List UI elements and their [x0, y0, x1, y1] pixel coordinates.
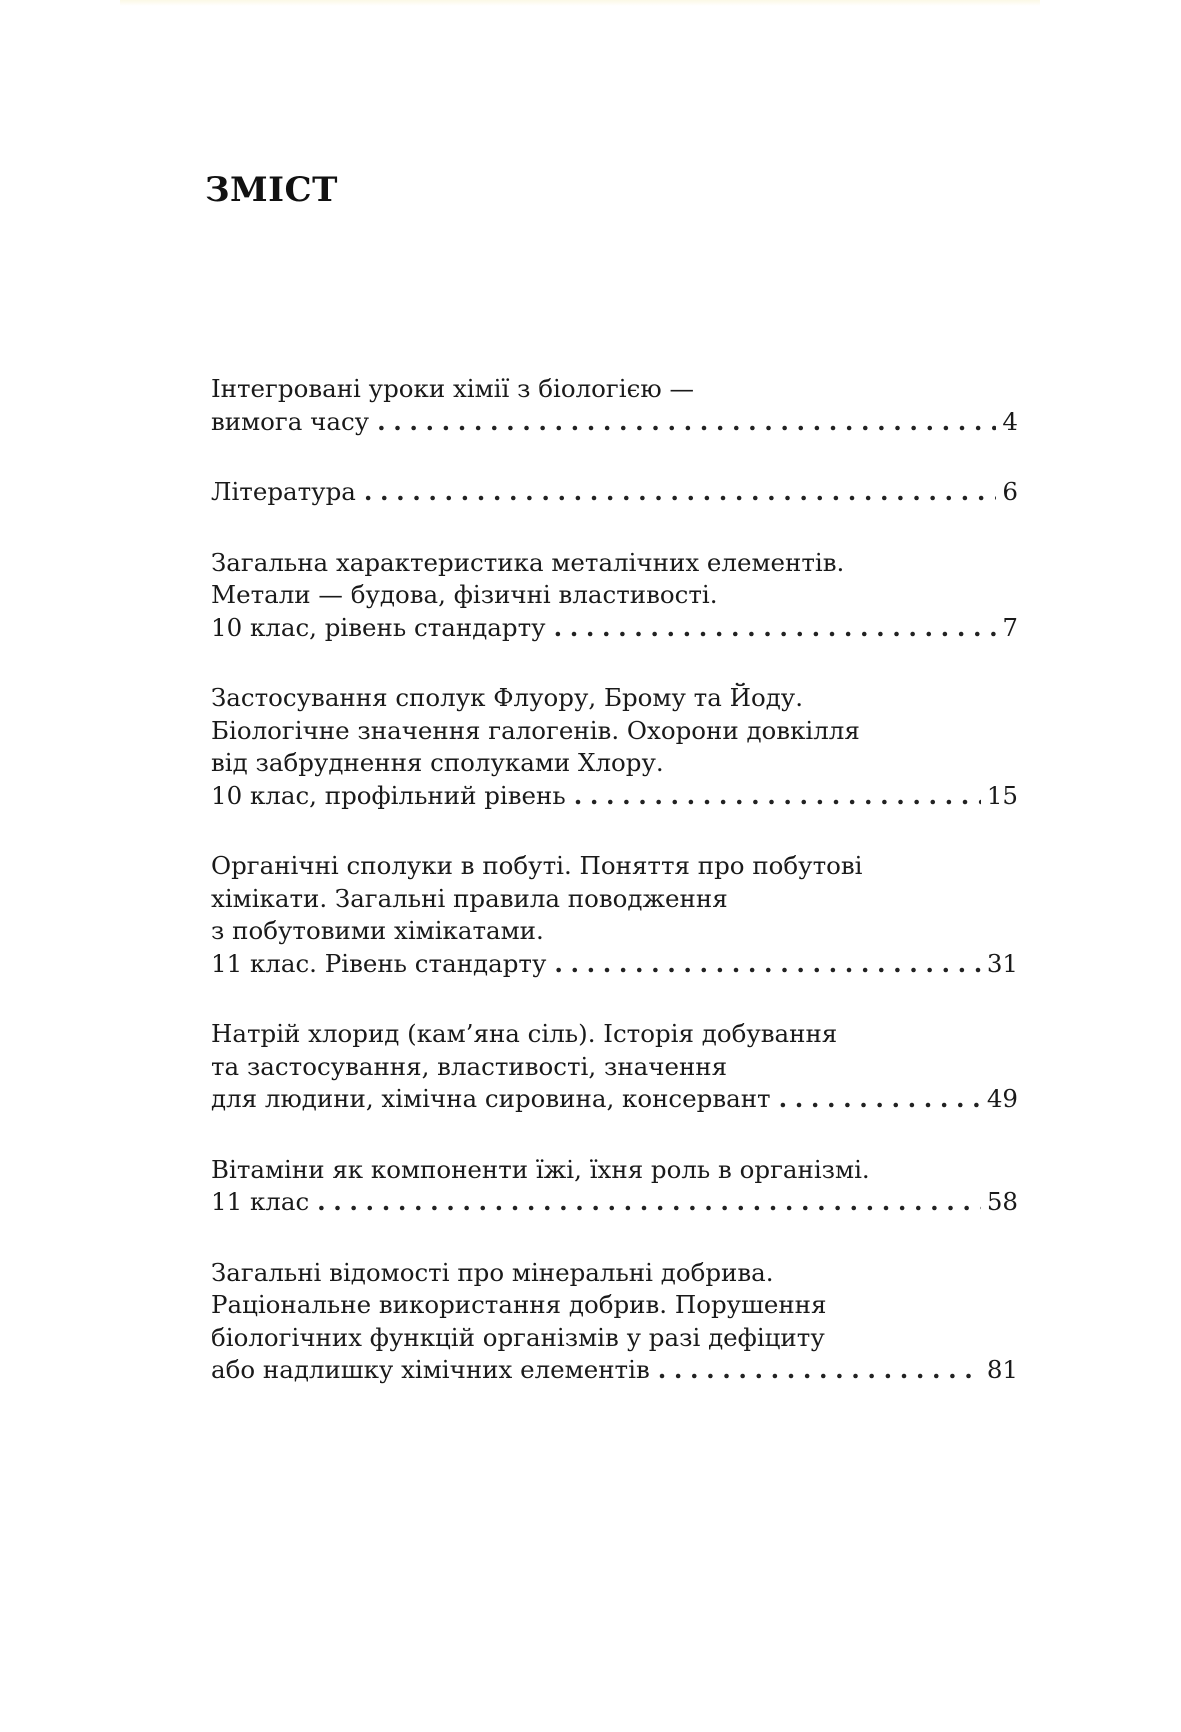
- toc-entry-title-line: Біологічне значення галогенів. Охорони довкілля: [211, 715, 860, 745]
- toc-entry-title: [211, 1257, 1018, 1355]
- toc-entry-title-last-line: або надлишку хімічних елементів: [211, 1355, 650, 1384]
- toc-entry-title-line: Загальні відомості про мінеральні добрива.: [211, 1257, 774, 1287]
- toc-entry-title-last-line: 10 клас, рівень стандарту: [211, 612, 546, 642]
- toc-entry-title-line: від забруднення сполуками Хлору.: [211, 748, 664, 777]
- toc-entry-title-last-line: 11 клас. Рівень стандарту: [211, 948, 547, 978]
- toc-dot-leader: [364, 476, 997, 509]
- toc-entry-last-row: [211, 1083, 1018, 1116]
- toc-entry-title-line: Метали — будова, фізичні властивості.: [211, 580, 718, 609]
- toc-entry-last-row: [211, 612, 1018, 645]
- toc-entry-last-row: [211, 780, 1018, 813]
- toc-entry-title-last-line: 11 клас: [211, 1187, 310, 1216]
- toc-page-number: 6: [1002, 477, 1018, 506]
- toc-entry-title-line: Інтегровані уроки хімії з біологією —: [211, 374, 694, 403]
- toc-entry-title-last-line: вимога часу: [211, 406, 370, 436]
- toc-entry-last-row: [211, 406, 1018, 439]
- toc-entry-title-line: біологічних функцій організмів у разі дефіциту: [211, 1322, 825, 1352]
- toc-entry-title: [211, 1018, 1018, 1083]
- toc-entry-last-row: [211, 476, 1018, 509]
- toc-entry-title-line: Застосування сполук Флуору, Брому та Йоду.: [211, 683, 804, 712]
- toc-entry-last-row: [211, 1354, 1018, 1387]
- toc-dot-leader: [317, 1186, 981, 1219]
- toc-dot-leader: [658, 1354, 981, 1387]
- toc-entry-title: [211, 850, 1018, 948]
- toc-entry-title-line: Вітаміни як компоненти їжі, їхня роль в організмі.: [211, 1154, 870, 1184]
- toc-dot-leader: [554, 948, 980, 981]
- toc-entry-1[interactable]: [211, 373, 1018, 438]
- toc-page-number: 4: [1002, 406, 1018, 436]
- toc-dot-leader: [779, 1083, 981, 1116]
- page-title: ЗМІСТ: [205, 170, 338, 210]
- toc-entry-5[interactable]: [211, 850, 1018, 980]
- toc-entry-title-last-line: 10 клас, профільний рівень: [211, 780, 566, 810]
- toc-entry-2[interactable]: [211, 476, 1018, 509]
- toc-entry-title-line: Органічні сполуки в побуті. Поняття про побутові: [211, 851, 863, 880]
- toc-entry-title: [211, 373, 1018, 406]
- toc-entry-title-line: Раціональне використання добрив. Порушення: [211, 1290, 827, 1319]
- toc-dot-leader: [554, 612, 997, 645]
- toc-entry-title-line: хімікати. Загальні правила поводження: [211, 883, 728, 913]
- toc-entry-7[interactable]: [211, 1154, 1018, 1219]
- table-of-contents: [211, 373, 1018, 1425]
- toc-page-number: 58: [986, 1187, 1018, 1216]
- toc-entry-title-last-line: Література: [211, 477, 356, 506]
- toc-dot-leader: [377, 406, 996, 439]
- toc-entry-title: [211, 547, 1018, 612]
- toc-page-number: 81: [986, 1355, 1018, 1384]
- toc-entry-6[interactable]: [211, 1018, 1018, 1116]
- toc-page-number: 31: [986, 948, 1018, 978]
- toc-entry-3[interactable]: [211, 547, 1018, 645]
- toc-entry-last-row: [211, 1186, 1018, 1219]
- toc-page-number: 7: [1002, 612, 1018, 642]
- toc-entry-title-line: Натрій хлорид (кам’яна сіль). Історія добування: [211, 1019, 838, 1048]
- toc-entry-title: [211, 682, 1018, 780]
- toc-entry-title: [211, 1154, 1018, 1187]
- toc-entry-8[interactable]: [211, 1257, 1018, 1387]
- toc-dot-leader: [574, 780, 981, 813]
- toc-entry-title-line: та застосування, властивості, значення: [211, 1051, 728, 1081]
- toc-page-number: 49: [986, 1084, 1018, 1113]
- toc-entry-title-line: Загальна характеристика металічних елементів.: [211, 547, 845, 577]
- toc-page-number: 15: [986, 780, 1018, 810]
- toc-entry-title-last-line: для людини, хімічна сировина, консервант: [211, 1084, 771, 1113]
- toc-entry-last-row: [211, 948, 1018, 981]
- toc-entry-4[interactable]: [211, 682, 1018, 812]
- toc-entry-title-line: з побутовими хімікатами.: [211, 916, 544, 945]
- page-top-edge: [120, 0, 1040, 6]
